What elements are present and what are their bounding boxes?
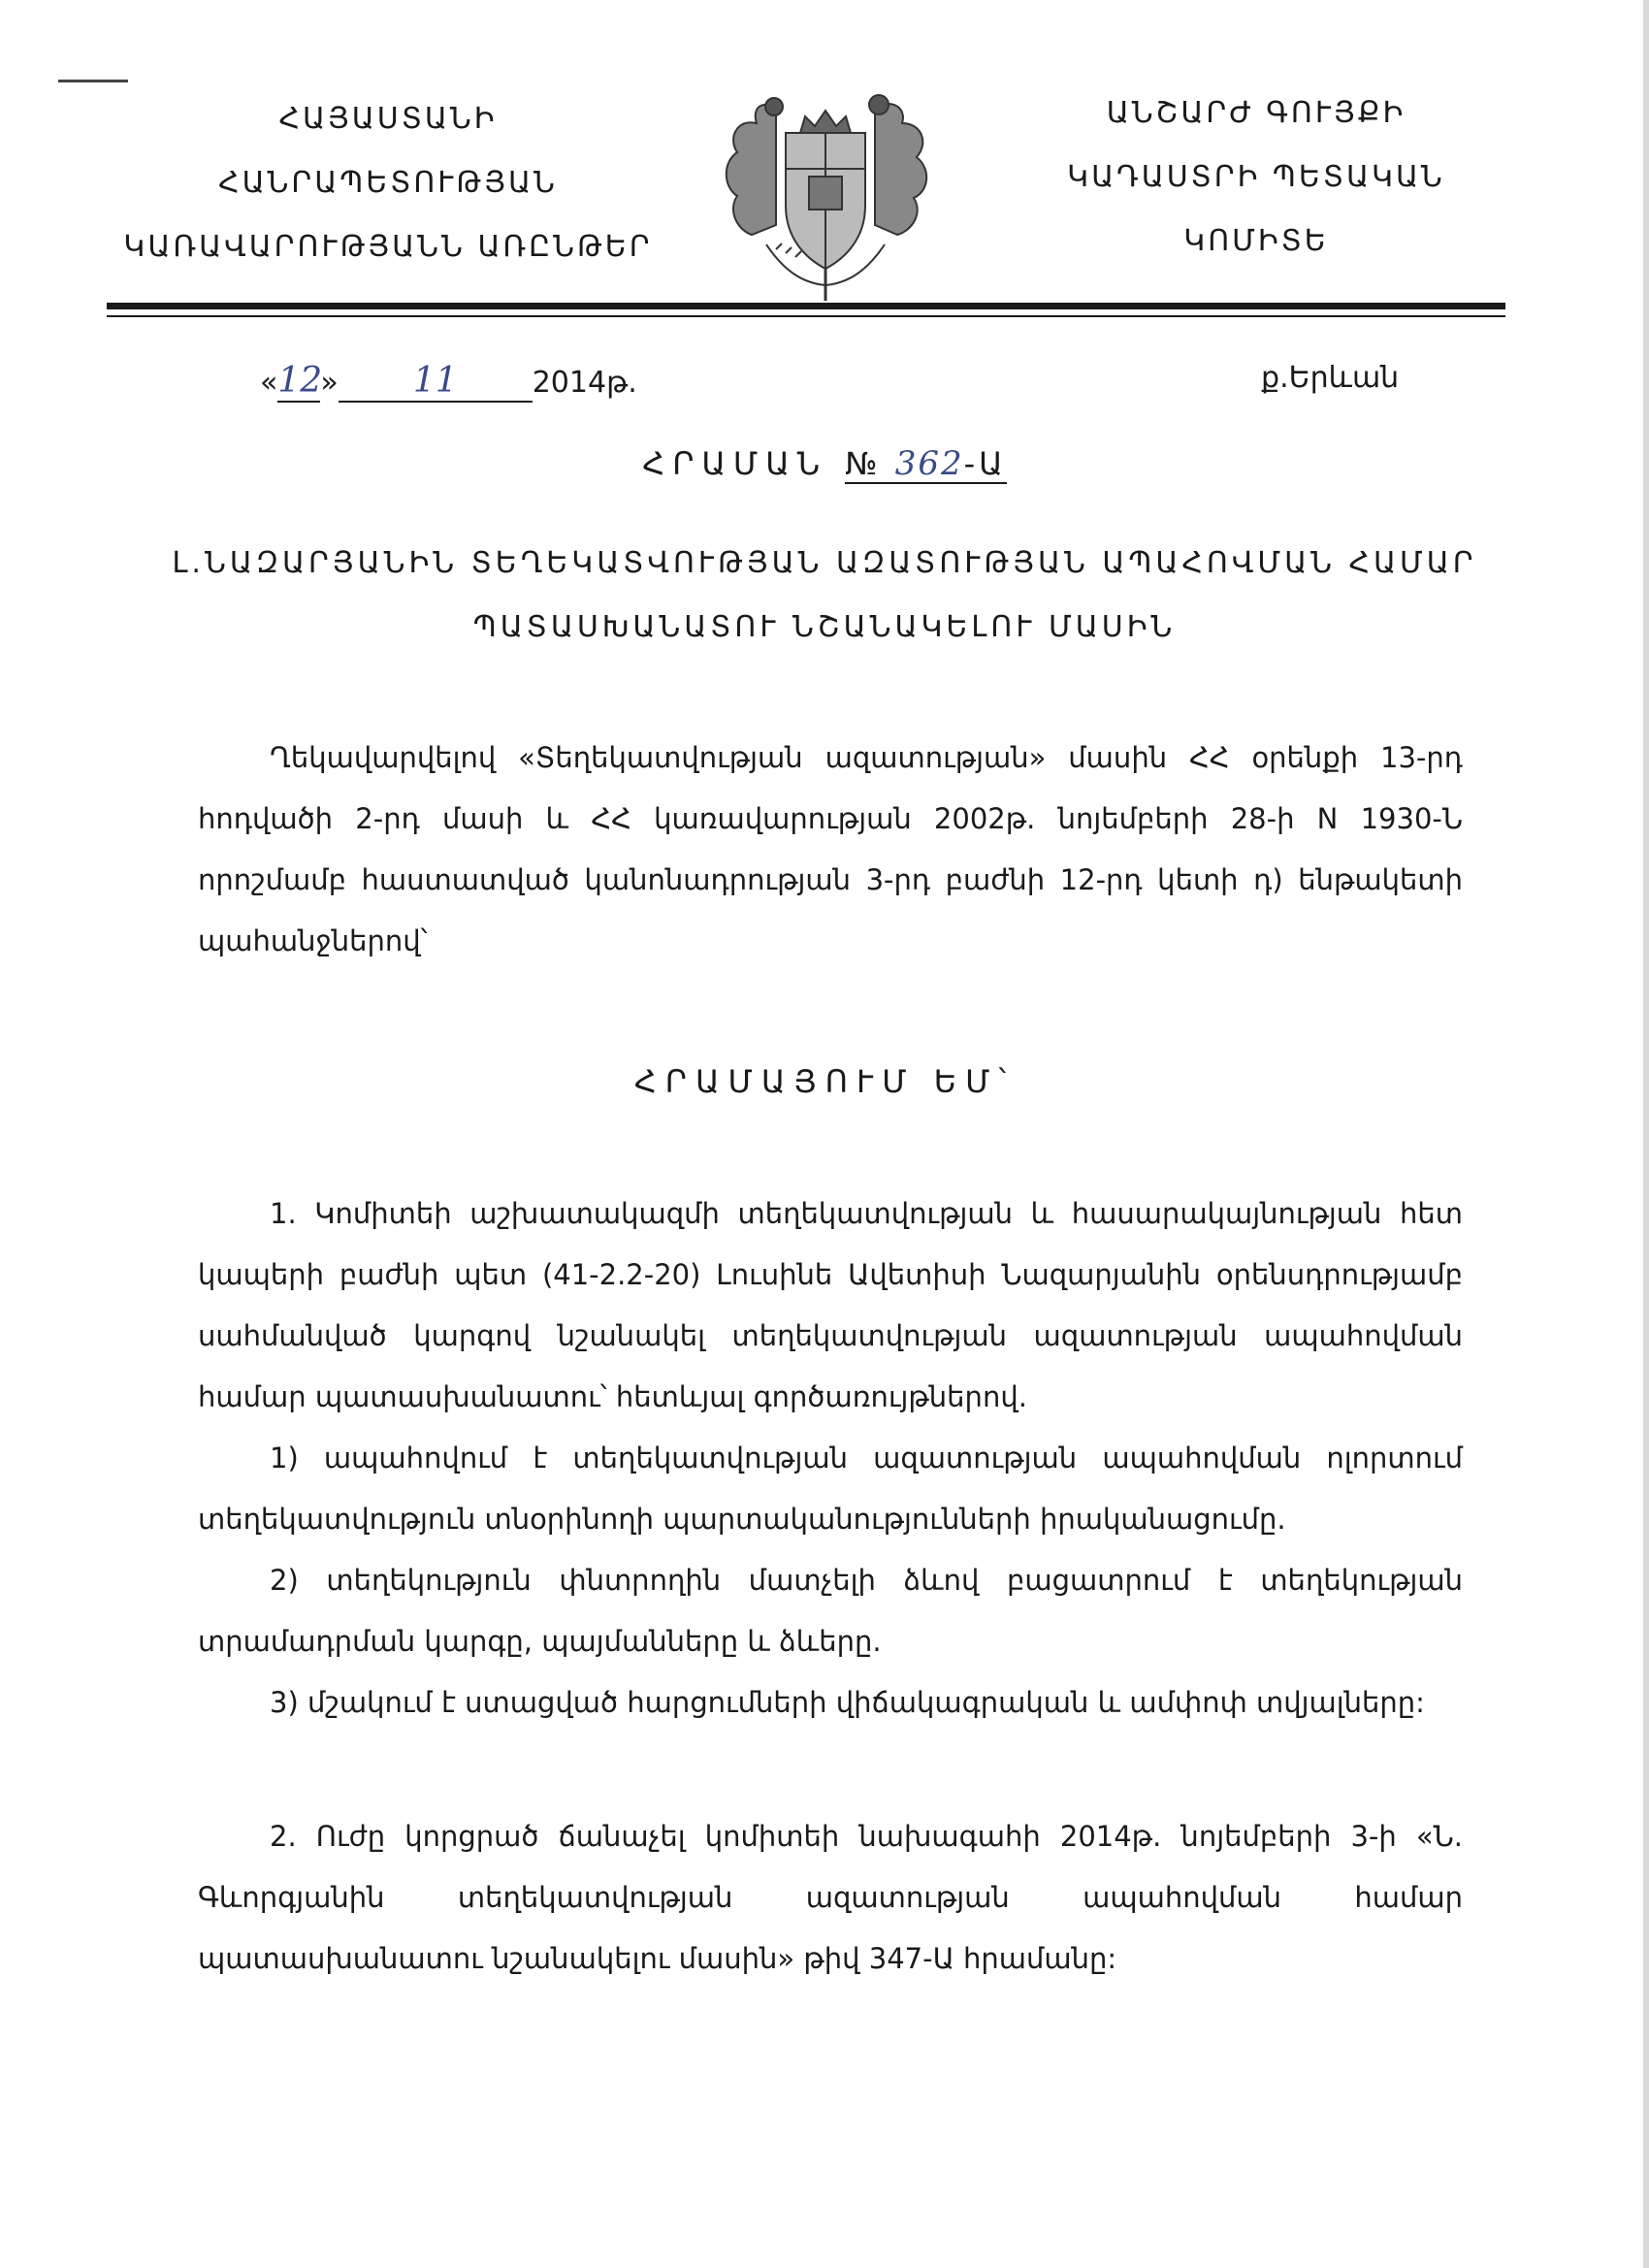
header-rule-thin [107,315,1505,317]
header-government-name [107,87,669,279]
header-left-line: ԿԱՌԱՎԱՐՈՒԹՅԱՆՆ ԱՌԸՆԹԵՐ [123,230,653,264]
header-right-line: ԿԱԴԱՍՏՐԻ ՊԵՏԱԿԱՆ [1067,160,1445,194]
date-close-quote: » [320,366,339,400]
scan-edge [1643,0,1649,2268]
header-left-line: ՀԱՅԱՍՏԱՆԻ [278,102,498,136]
command-heading: ՀՐԱՄԱՅՈՒՄ ԵՄ՝ [633,1063,1016,1100]
date-day: 12 [277,361,323,401]
header-right-line: ԱՆՇԱՐԺ ԳՈՒՅՔԻ [1106,96,1406,130]
order-number-prefix: № [845,445,882,482]
date-year: 2014թ. [532,366,637,400]
order-label: ՀՐԱՄԱՆ [642,445,828,482]
date-month: 11 [412,361,458,401]
date-open-quote: « [260,366,278,400]
scan-mark [58,80,128,82]
order-subject [0,532,1649,660]
header-committee-name [1028,81,1484,274]
sub-item-1: 1) ապահովում է տեղեկատվության ազատության ապահովման ոլորտում տեղեկատվություն տնօրինողի պարտականությունների իրականացումը. [198,1442,1463,1536]
item-2-paragraph: 2. Ուժը կորցրած ճանաչել կոմիտեի նախագահի 2014թ. նոյեմբերի 3-ի «Ն. Գևորգյանին տեղեկատվության ազատության ապահովման համար պատասխանատու նշանակելու մասին» թիվ 347-Ա հրամանը: [198,1820,1463,1975]
order-title [0,444,1649,483]
header-right-line: ԿՈՄԻՏԵ [1183,224,1329,258]
header-left-line: ՀԱՆՐԱՊԵՏՈՒԹՅԱՆ [218,166,558,200]
order-number [845,445,1006,484]
subject-line: ՊԱՏԱՍԽԱՆԱՏՈՒ ՆՇԱՆԱԿԵԼՈՒ ՄԱՍԻՆ [472,610,1177,644]
order-date [260,361,637,403]
coat-of-arms-icon [708,80,943,305]
order-number-suffix: -Ա [963,445,1007,482]
item-1-paragraph: 1. Կոմիտեի աշխատակազմի տեղեկատվության և հասարակայնության հետ կապերի բաժնի պետ (41-2.2-20) Լուսինե Ավետիսի Նազարյանին օրենսդրությամբ սահմանված կարգով նշանակել տեղեկատվության ազատության ապահովման համար պատասխանատու՝ հետևյալ գործառույթներով. [198,1197,1463,1413]
header-rule-thick [107,303,1505,309]
sub-item-3: 3) մշակում է ստացված հարցումների վիճակագրական և ամփոփ տվյալները: [270,1686,1425,1719]
sub-item-2: 2) տեղեկություն փնտրողին մատչելի ձևով բացատրում է տեղեկության տրամադրման կարգը, պայմանները և ձևերը. [198,1564,1463,1658]
preamble-paragraph: Ղեկավարվելով «Տեղեկատվության ազատության» մասին ՀՀ օրենքի 13-րդ հոդվածի 2-րդ մասի և ՀՀ կառավարության 2002թ. նոյեմբերի 28-ի N 1930-Ն որոշմամբ հաստատված կանոնադրության 3-րդ բաժնի 12-րդ կետի դ) ենթակետի պահանջներով՝ [198,741,1463,957]
subject-line: Լ.ՆԱԶԱՐՅԱՆԻՆ ՏԵՂԵԿԱՏՎՈՒԹՅԱՆ ԱԶԱՏՈՒԹՅԱՆ ԱՊԱՀՈՎՄԱՆ ՀԱՄԱՐ [172,546,1477,580]
order-number-value: 362 [894,444,964,483]
order-city: ք.Երևան [1261,361,1400,395]
